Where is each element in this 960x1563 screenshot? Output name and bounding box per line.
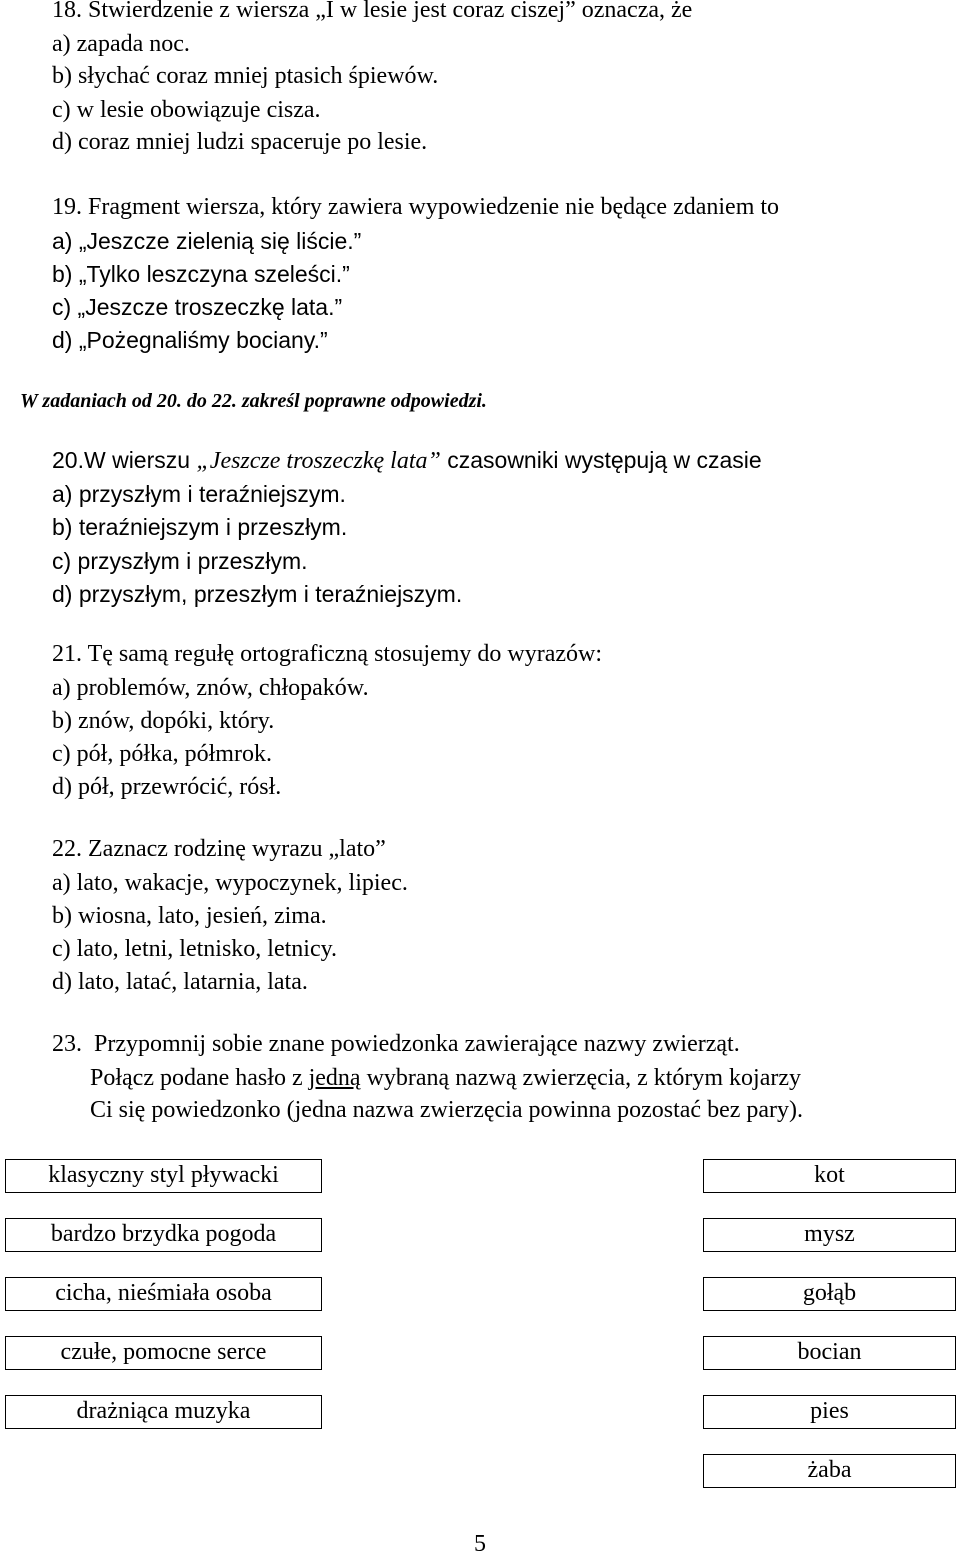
animal-box[interactable]: żaba (703, 1454, 956, 1488)
q20-poem-title: „Jeszcze troszeczkę lata” (196, 448, 441, 474)
q20-stem-post: czasowniki występują w czasie (440, 447, 762, 473)
q21-option-a: a) problemów, znów, chłopaków. (52, 675, 369, 701)
q20-option-a: a) przyszłym i teraźniejszym. (52, 481, 346, 507)
q20-stem (52, 446, 762, 475)
q21-stem: 21. Tę samą regułę ortograficzną stosujemy do wyrazów: (52, 641, 603, 667)
q23-line-2-underlined: jedną (308, 1065, 361, 1091)
q23-line-1: Przypomnij sobie znane powiedzonka zawierające nazwy zwierząt. (94, 1031, 740, 1057)
q22-stem: 22. Zaznacz rodzinę wyrazu „lato” (52, 836, 386, 862)
q22-option-d: d) lato, latać, latarnia, lata. (52, 969, 308, 995)
q19-stem: 19. Fragment wiersza, który zawiera wypowiedzenie nie będące zdaniem to (52, 194, 780, 220)
q20-number: 20. (52, 447, 84, 473)
animal-box[interactable]: bocian (703, 1336, 956, 1370)
phrase-box[interactable]: cicha, nieśmiała osoba (5, 1277, 322, 1311)
q22-option-c: c) lato, letni, letnisko, letnicy. (52, 936, 338, 962)
q19-option-c: c) „Jeszcze troszeczkę lata.” (52, 294, 343, 320)
q19-option-a: a) „Jeszcze zielenią się liście.” (52, 228, 362, 254)
phrase-box[interactable]: klasyczny styl pływacki (5, 1159, 322, 1193)
instruction: W zadaniach od 20. do 22. zakreśl poprawne odpowiedzi. (20, 390, 487, 412)
q23-line-2 (90, 1064, 801, 1092)
q20-option-d: d) przyszłym, przeszłym i teraźniejszym. (52, 581, 463, 607)
q19-option-b: b) „Tylko leszczyna szeleści.” (52, 261, 350, 287)
q21-option-b: b) znów, dopóki, który. (52, 708, 275, 734)
q23-number: 23. (52, 1031, 82, 1057)
q23-line-2-post: wybraną nazwą zwierzęcia, z którym kojarzy (360, 1065, 802, 1091)
q20-stem-pre: W wierszu (83, 447, 197, 473)
q18-option-b: b) słychać coraz mniej ptasich śpiewów. (52, 63, 439, 89)
q21-option-d: d) pół, przewrócić, rósł. (52, 774, 282, 800)
q21-option-c: c) pół, półka, półmrok. (52, 741, 272, 767)
q18-option-d: d) coraz mniej ludzi spaceruje po lesie. (52, 129, 428, 155)
q20-option-b: b) teraźniejszym i przeszłym. (52, 514, 348, 540)
animal-box[interactable]: pies (703, 1395, 956, 1429)
q19-option-d: d) „Pożegnaliśmy bociany.” (52, 327, 328, 353)
page-number: 5 (474, 1531, 486, 1557)
q23-line-3: Ci się powiedzonko (jedna nazwa zwierzęcia powinna pozostać bez pary). (90, 1097, 804, 1123)
phrase-box[interactable]: czułe, pomocne serce (5, 1336, 322, 1370)
animal-box[interactable]: gołąb (703, 1277, 956, 1311)
q18-option-a: a) zapada noc. (52, 31, 190, 57)
q20-option-c: c) przyszłym i przeszłym. (52, 548, 308, 574)
animal-box[interactable]: kot (703, 1159, 956, 1193)
q22-option-a: a) lato, wakacje, wypoczynek, lipiec. (52, 870, 408, 896)
phrase-box[interactable]: bardzo brzydka pogoda (5, 1218, 322, 1252)
q22-option-b: b) wiosna, lato, jesień, zima. (52, 903, 327, 929)
q23-line-2-pre: Połącz podane hasło z (90, 1065, 309, 1091)
q18-option-c: c) w lesie obowiązuje cisza. (52, 97, 321, 123)
q18-stem: 18. Stwierdzenie z wiersza „I w lesie jest coraz ciszej” oznacza, że (52, 0, 693, 23)
phrase-box[interactable]: drażniąca muzyka (5, 1395, 322, 1429)
animal-box[interactable]: mysz (703, 1218, 956, 1252)
